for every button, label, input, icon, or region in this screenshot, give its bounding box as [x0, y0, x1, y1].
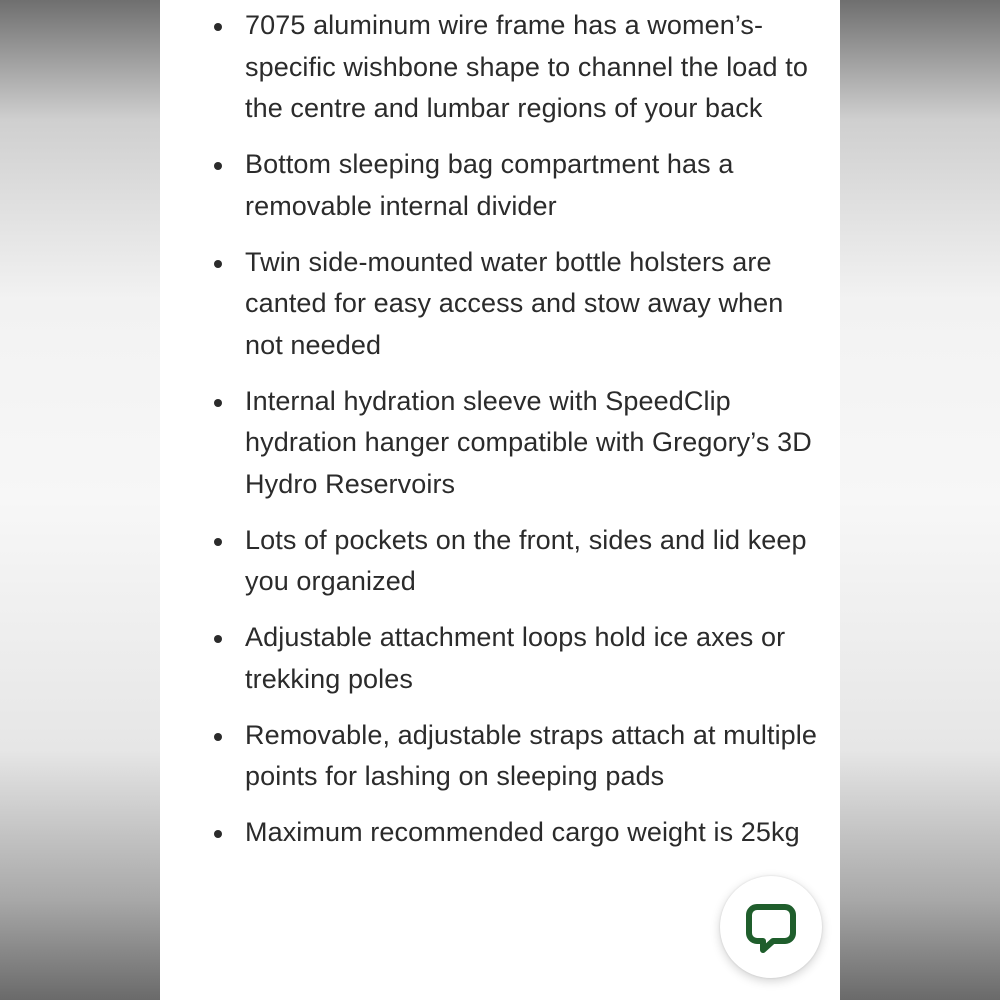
- bullet-dot: [214, 733, 222, 741]
- feature-text: Bottom sleeping bag compartment has a removable internal divider: [245, 149, 734, 221]
- bullet-dot: [214, 23, 222, 31]
- feature-item: [160, 520, 840, 603]
- chat-widget-button[interactable]: [720, 876, 822, 978]
- feature-text: Maximum recommended cargo weight is 25kg: [245, 816, 800, 847]
- bullet-dot: [214, 830, 222, 838]
- feature-item: [160, 617, 840, 700]
- feature-text: Twin side-mounted water bottle holsters are canted for easy access and stow away when not needed: [245, 246, 784, 360]
- bullet-dot: [214, 399, 222, 407]
- feature-item: [160, 5, 840, 130]
- product-features-panel: [160, 0, 840, 1000]
- chat-bubble-icon: [743, 899, 799, 955]
- feature-item: [160, 144, 840, 227]
- feature-item: [160, 812, 840, 854]
- left-backdrop: [0, 0, 160, 1000]
- feature-text: 7075 aluminum wire frame has a women’s-specific wishbone shape to channel the load to the centre and lumbar regions of your back: [245, 10, 808, 124]
- right-backdrop: [840, 0, 1000, 1000]
- feature-text: Internal hydration sleeve with SpeedClip hydration hanger compatible with Gregory’s 3D Hydro Reservoirs: [245, 385, 812, 500]
- feature-item: [160, 242, 840, 367]
- feature-item: [160, 715, 840, 798]
- feature-text: Removable, adjustable straps attach at multiple points for lashing on sleeping pads: [245, 719, 818, 792]
- bullet-dot: [214, 635, 222, 643]
- feature-text: Lots of pockets on the front, sides and lid keep you organized: [245, 524, 807, 597]
- bullet-dot: [214, 162, 222, 170]
- feature-text: Adjustable attachment loops hold ice axes or trekking poles: [245, 622, 786, 694]
- feature-list: [160, 5, 840, 868]
- bullet-dot: [214, 538, 222, 546]
- bullet-dot: [214, 260, 222, 268]
- feature-item: [160, 381, 840, 506]
